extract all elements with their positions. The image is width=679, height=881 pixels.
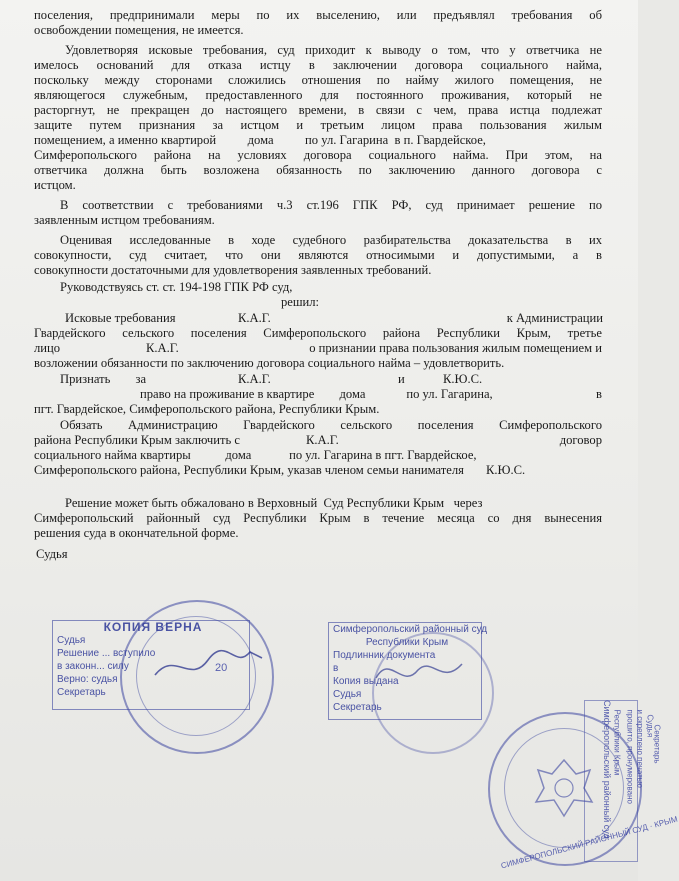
text-line: Исковые требования (65, 311, 176, 325)
text-line: социального найма квартиры дома по ул. Гагарина в пгт. Гвардейское, (34, 448, 477, 462)
text-line: Руководствуясь ст. ст. 194-198 ГПК РФ суд, (60, 280, 293, 294)
text-line: района Республики Крым заключить с (34, 433, 240, 447)
binding-stamp-line: Секретарь (652, 724, 662, 764)
stamp-line: Симферопольский районный суд (333, 624, 488, 635)
text-line: Симферопольского района на условиях договора социального найма. При этом, на (34, 148, 602, 162)
text-line: Оценивая исследованные в ходе судебного разбирательства доказательства в их (60, 233, 602, 247)
text-line: ответчика должна быть возложена обязанность по заключению данного договора с (34, 163, 602, 177)
stamp-line: Судья (333, 689, 362, 700)
text-line: являющегося служебным, предоставленного для постоянного проживания, который не (34, 88, 602, 102)
text-line: поселения, предпринимали меры по их выселению, или предъявлял требования об (34, 8, 602, 22)
judge-label: Судья (36, 547, 68, 561)
binding-stamp-line: и скреплено печатью (635, 709, 645, 788)
stamp-line: Верно: судья (57, 674, 118, 685)
text-line: Симферопольский районный суд Республики Крым в течение месяца со дня вынесения (34, 511, 602, 525)
binding-stamp-line: Симферопольский районный суд (602, 700, 612, 839)
binding-stamp-line: Республики Крым (612, 709, 622, 776)
signature-scribble-icon (372, 648, 472, 698)
stamp-line: Судья (57, 635, 86, 646)
seal-ring-text: СИМФЕРОПОЛЬСКИЙ РАЙОННЫЙ СУД · КРЫМ (499, 814, 679, 871)
text-line: истцом. (34, 178, 76, 192)
text-line: Обязать Администрацию Гвардейского сельского поселения Симферопольского (60, 418, 602, 432)
text-line: Удовлетворяя исковые требования, суд приходит к выводу о том, что у ответчика не (65, 43, 602, 57)
text-line: лицо (34, 341, 61, 355)
binding-stamp-line: Судья (645, 714, 655, 738)
text-line: договор (559, 433, 602, 447)
party-name: К.Ю.С. (443, 372, 483, 386)
text-line: о признании права пользования жилым помещением и (309, 341, 602, 355)
text-line: совокупности достаточными для удовлетворения заявленных требований. (34, 263, 432, 277)
text-line: в (596, 387, 602, 401)
stamp-line: Секретарь (57, 687, 106, 698)
text-line: поскольку между сторонами сложились отношения по найму жилого помещения, не (34, 73, 602, 87)
stamp-date: 20 (215, 662, 228, 674)
party-name: К.А.Г. (146, 341, 179, 355)
binding-stamp-line: прошито, пронумеровано (625, 709, 635, 804)
text-line: имелось оснований для отказа истцу в заключении договора социального найма, (34, 58, 602, 72)
text-line: совокупности, суд считает, что они являются относимыми и допустимыми, а в (34, 248, 602, 262)
text-line: пгт. Гвардейское, Симферопольского района, Республики Крым. (34, 402, 380, 416)
text-line: освобождении помещения, не имеется. (34, 23, 244, 37)
text-line: к Администрации (506, 311, 603, 325)
text-line: право на проживание в квартире дома по ул. Гагарина, (140, 387, 493, 401)
party-name: К.А.Г. (238, 372, 271, 386)
text-line: и (398, 372, 405, 386)
text-line: Решение может быть обжаловано в Верховный Суд Республики Крым через (65, 496, 483, 510)
signature-scribble-icon (150, 640, 270, 690)
stamp-line: Копия выдана (333, 676, 399, 687)
text-line: Признать за (60, 372, 147, 386)
text-line: Симферопольского района, Республики Крым, указав членом семьи нанимателя (34, 463, 464, 477)
party-name: К.Ю.С. (486, 463, 526, 477)
stamp-line: в (333, 663, 339, 674)
text-line: защите путем признания за истцом и третьим лицом права пользования жилым (34, 118, 602, 132)
text-line: В соответствии с требованиями ч.3 ст.196 ГПК РФ, суд принимает решение по (60, 198, 602, 212)
decision-heading: решил: (280, 295, 320, 309)
party-name: К.А.Г. (306, 433, 339, 447)
stamp-line: в законн... силу (57, 661, 129, 672)
stamp-line: Секретарь (333, 702, 382, 713)
text-line: помещением, а именно квартирой дома по ул. Гагарина в п. Гвардейское, (34, 133, 486, 147)
stamp-line: Подлинник документа (333, 650, 436, 661)
text-line: возложении обязанности по заключению договора социального найма – удовлетворить. (34, 356, 505, 370)
text-line: заявленным истцом требованиям. (34, 213, 215, 227)
party-name: К.А.Г. (238, 311, 271, 325)
text-line: расторгнут, не прекращен до настоящего времени, в связи с чем, права истца подлежат (34, 103, 602, 117)
copy-true-title: КОПИЯ ВЕРНА (103, 620, 203, 634)
stamp-line: Республики Крым (365, 637, 449, 648)
text-line: решения суда в окончательной форме. (34, 526, 239, 540)
stamp-line: Решение ... вступило (57, 648, 156, 659)
text-line: Гвардейского сельского поселения Симферопольского района Республики Крым, третье (34, 326, 602, 340)
